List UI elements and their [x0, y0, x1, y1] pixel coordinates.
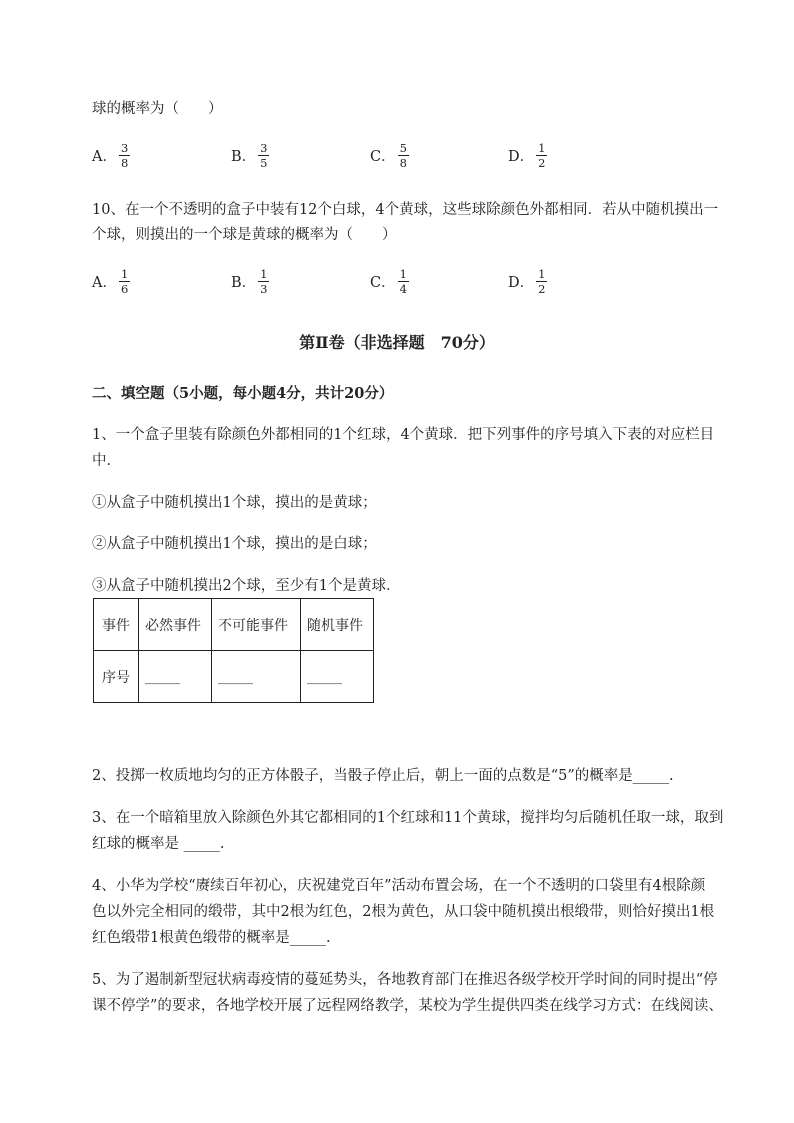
q9-option-d	[508, 142, 547, 169]
q10-option-a	[92, 268, 130, 295]
event-table	[93, 598, 374, 703]
fraction	[398, 268, 409, 295]
f4-stem-line-2: 色以外完全相同的缎带，其中2根为红色，2根为黄色，从口袋中随机摸出根缎带，则恰好摸出1根	[92, 904, 715, 920]
denominator: 2	[538, 282, 546, 296]
option-letter: A．	[92, 275, 117, 291]
fraction	[119, 268, 130, 295]
q9-stem-tail: 球的概率为（ ）	[92, 101, 223, 117]
option-letter: D．	[508, 149, 535, 165]
numerator: 3	[120, 141, 129, 155]
f1-stem-line-2: 中．	[92, 453, 121, 469]
q10-stem-line-2: 个球，则摸出的一个球是黄球的概率为（ ）	[92, 227, 397, 243]
f1-item-2: ②从盒子中随机摸出1个球，摸出的是白球；	[92, 536, 377, 552]
f2-stem: 2、投掷一枚质地均匀的正方体骰子，当骰子停止后，朝上一面的点数是“5”的概率是_____.	[92, 768, 674, 784]
q10-option-c	[370, 268, 409, 295]
denominator: 8	[399, 156, 407, 170]
numerator: 1	[399, 267, 407, 281]
answer-blank: _____	[212, 651, 301, 703]
answer-blank: _____	[139, 651, 212, 703]
f1-item-3: ③从盒子中随机摸出2个球，至少有1个是黄球．	[92, 578, 401, 594]
f3-stem-line-1: 3、在一个暗箱里放入除颜色外其它都相同的1个红球和11个黄球，搅拌均匀后随机任取一球，取到	[92, 810, 724, 826]
fill-in-heading: 二、填空题（5小题，每小题4分，共计20分）	[92, 385, 394, 402]
f1-item-1: ①从盒子中随机摸出1个球，摸出的是黄球；	[92, 495, 377, 511]
fraction	[119, 142, 130, 169]
answer-blank: _____	[301, 651, 374, 703]
option-letter: A．	[92, 149, 117, 165]
q9-option-a	[92, 142, 130, 169]
numerator: 1	[538, 267, 546, 281]
option-letter: B．	[231, 149, 257, 165]
option-letter: C．	[370, 275, 396, 291]
q10-stem-line-1: 10、在一个不透明的盒子中装有12个白球，4个黄球，这些球除颜色外都相同．若从中随机摸出一	[92, 202, 719, 218]
denominator: 4	[399, 282, 407, 296]
option-letter: C．	[370, 149, 396, 165]
table-header-cell: 随机事件	[301, 599, 374, 651]
fraction	[536, 268, 547, 295]
numerator: 1	[538, 141, 546, 155]
numerator: 5	[399, 141, 407, 155]
f4-stem-line-1: 4、小华为学校“赓续百年初心，庆祝建党百年”活动布置会场，在一个不透明的口袋里有4根除颜	[92, 878, 706, 894]
numerator: 1	[120, 267, 129, 281]
numerator: 3	[260, 141, 268, 155]
f5-stem-line-2: 课不停学”的要求，各地学校开展了远程网络教学，某校为学生提供四类在线学习方式：在线阅读、	[92, 998, 723, 1014]
option-letter: B．	[231, 275, 257, 291]
f4-stem-line-3: 红色缎带1根黄色缎带的概率是_____.	[92, 930, 331, 946]
table-row	[94, 651, 374, 703]
denominator: 5	[260, 156, 268, 170]
fraction	[258, 268, 269, 295]
q9-option-c	[370, 142, 409, 169]
f1-stem-line-1: 1、一个盒子里装有除颜色外都相同的1个红球，4个黄球．把下列事件的序号填入下表的对应栏目	[92, 427, 715, 443]
q10-option-b	[231, 268, 269, 295]
table-header-cell: 事件	[94, 599, 139, 651]
denominator: 6	[120, 282, 129, 296]
section-title: 第Ⅱ卷（非选择题 70分）	[299, 333, 495, 352]
f5-stem-line-1: 5、为了遏制新型冠状病毒疫情的蔓延势头，各地教育部门在推迟各级学校开学时间的同时提出“停	[92, 972, 718, 988]
table-header-cell: 不可能事件	[212, 599, 301, 651]
q10-option-d	[508, 268, 547, 295]
numerator: 1	[260, 267, 268, 281]
table-row-label: 序号	[94, 651, 139, 703]
denominator: 3	[260, 282, 268, 296]
table-header-row	[94, 599, 374, 651]
q9-option-b	[231, 142, 269, 169]
table-header-cell: 必然事件	[139, 599, 212, 651]
fraction	[398, 142, 409, 169]
option-letter: D．	[508, 275, 535, 291]
fraction	[536, 142, 547, 169]
f3-stem-line-2: 红球的概率是 _____.	[92, 836, 225, 852]
denominator: 2	[538, 156, 546, 170]
fraction	[258, 142, 269, 169]
denominator: 8	[120, 156, 129, 170]
